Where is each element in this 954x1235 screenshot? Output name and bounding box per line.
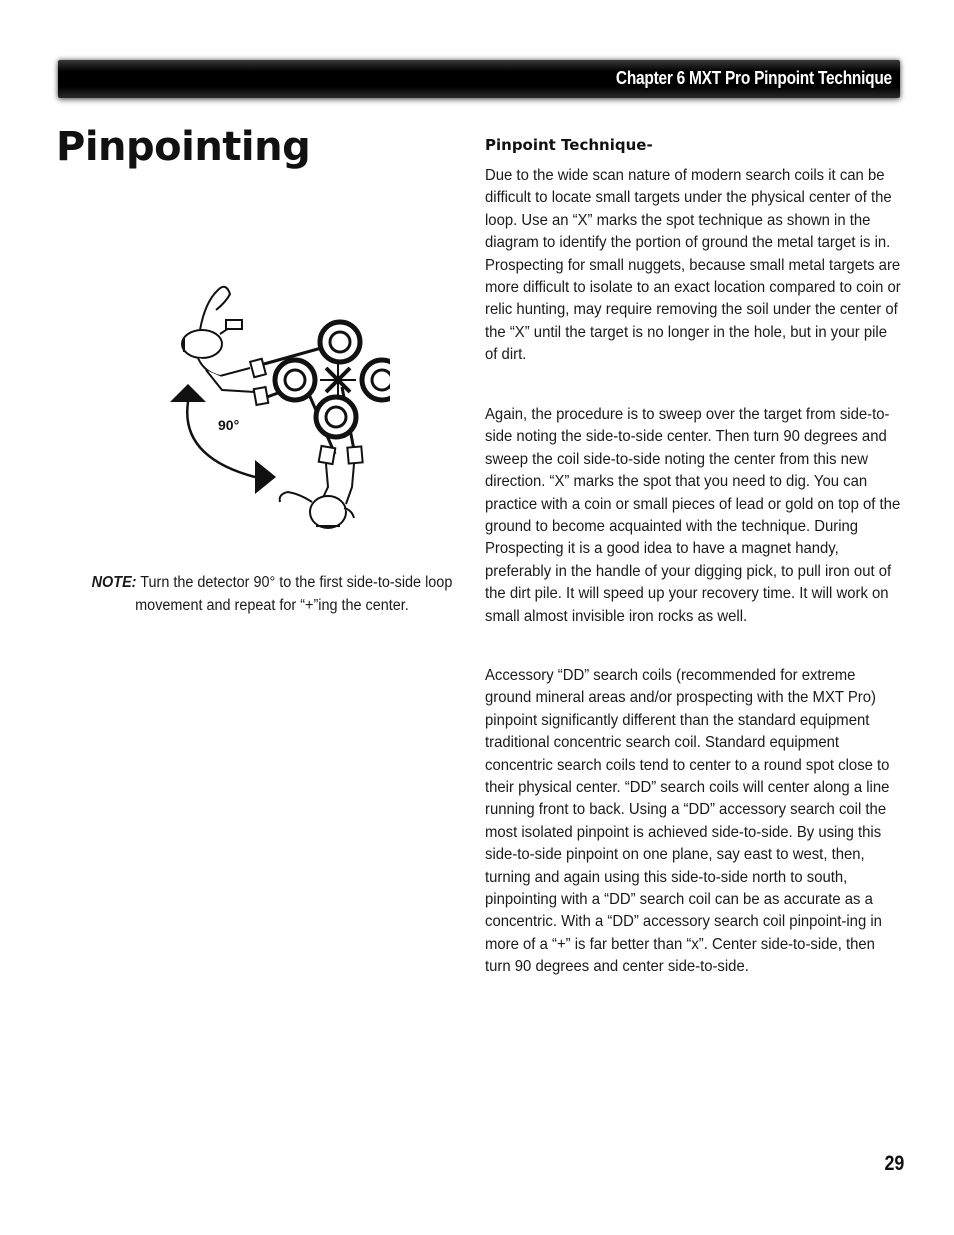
detector-operator-top (182, 287, 268, 405)
chapter-title: Chapter 6 MXT Pro Pinpoint Technique (616, 68, 892, 88)
paragraph-dd-coils: Accessory “DD” search coils (recommended for extreme ground mineral areas and/or prospecting with the MXT Pro) pinpoint significantly different than the standard equipment traditional concentric search coil. Standard equipment concentric search coils tend to center to a round spot close to their physical center. “DD” search coils will center along a line running front to back. Using a “DD” accessory search coil the most isolated pinpoint is achieved side-to-side. By using this side-to-side pinpoint on one plane, say east to west, then, turning and again using this side-to-side north to south, pinpointing with a “DD” search coil can be as accurate as a concentric. With a “DD” accessory search coil pinpoint-ing in more of a “+” is far better than “x”. Center side-to-side, then turn 90 degrees and center side-to-side. (485, 667, 890, 976)
rotation-arc (187, 402, 255, 477)
section-heading: Pinpoint Technique- (485, 136, 653, 154)
arrow-right-icon (255, 460, 276, 494)
note-text: Turn the detector 90° to the first side-to-side loop movement and repeat for “+”ing the center. (135, 574, 453, 614)
note-label: NOTE: (91, 574, 137, 591)
page-title: Pinpointing (56, 124, 311, 170)
page-number: 29 (884, 1152, 904, 1175)
pinpoint-diagram-illustration (160, 272, 390, 542)
pinpoint-technique-section (485, 136, 905, 976)
chapter-header-bar (58, 60, 900, 98)
angle-label: 90° (218, 417, 240, 433)
arrow-up-icon (170, 384, 206, 402)
detector-operator-bottom (280, 446, 363, 528)
paragraph-x-marks-spot: Due to the wide scan nature of modern search coils it can be difficult to locate small targets under the physical center of the loop. Use an “X” marks the spot technique as shown in the diagram to identify the portion of ground the metal target is in. Prospecting for small nuggets, because small metal targets are more difficult to isolate to an exact location compared to coin or relic hunting, may require removing the soil under the center of the “X” until the target is no longer in the hole, but in your pile of dirt. (485, 167, 901, 364)
paragraph-procedure: Again, the procedure is to sweep over the target from side-to-side noting the side-to-side center. Then turn 90 degrees and sweep the coil side-to-side noting the center from this new direction. “X” marks the spot that you need to dig. You can practice with a coin or small pieces of lead or gold on top of the ground to become acquainted with the technique. During Prospecting it is a good idea to have a magnet handy, preferably in the handle of your digging pick, to pull iron out of the dirt pile. It will speed up your recovery time. It will work on small almost invisible iron rocks as well. (485, 406, 901, 625)
figure-note (84, 572, 460, 617)
x-mark-center (320, 362, 356, 398)
